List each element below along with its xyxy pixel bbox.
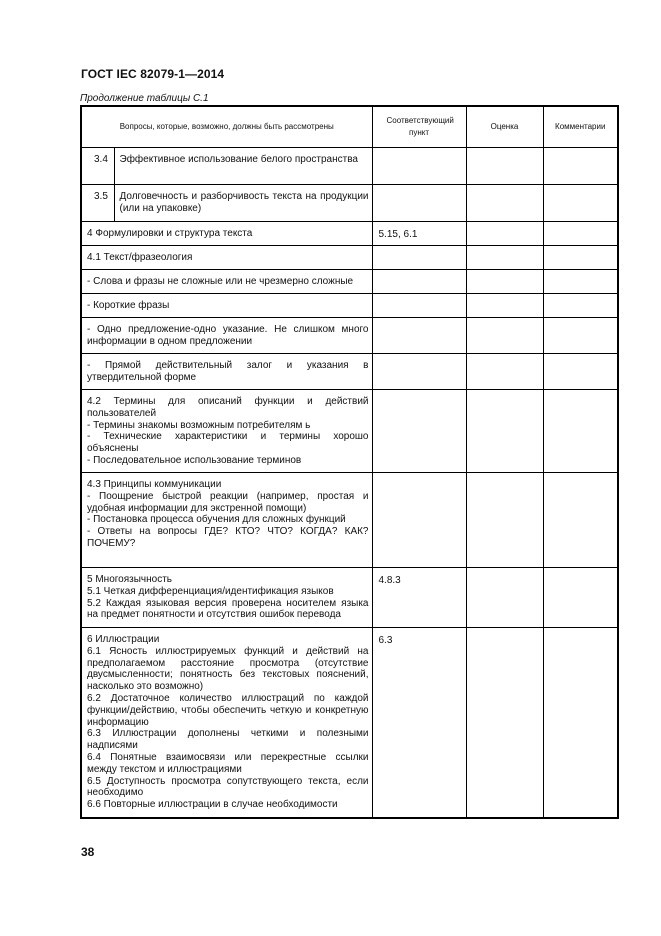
- clause-cell: [372, 473, 466, 568]
- question-line: - Ответы на вопросы ГДЕ? КТО? ЧТО? КОГДА? КАК? ПОЧЕМУ?: [87, 526, 369, 549]
- comments-cell: [543, 628, 618, 818]
- comments-cell: [543, 270, 618, 294]
- checklist-table: [80, 105, 619, 819]
- question-line: 6.5 Доступность просмотра сопутствующего текста, если необходимо: [87, 775, 369, 799]
- comments-cell: [543, 246, 618, 270]
- table-row: [81, 222, 618, 246]
- table-row: [81, 148, 618, 185]
- assessment-cell: [466, 473, 543, 568]
- column-header-clause: Соответствующий пункт: [372, 106, 466, 148]
- question-text: Долговечность и разборчивость текста на продукции (или на упаковке): [119, 191, 369, 214]
- column-header-questions: Вопросы, которые, возможно, должны быть рассмотрены: [81, 106, 372, 148]
- comments-cell: [543, 390, 618, 473]
- comments-cell: [543, 318, 618, 354]
- question-text: [81, 628, 372, 818]
- clause-cell: 5.15, 6.1: [372, 222, 466, 246]
- question-line: 5 Многоязычность: [87, 574, 173, 585]
- question-text: 4.1 Текст/фразеология: [81, 246, 372, 270]
- clause-cell: [372, 270, 466, 294]
- question-line: 4.2 Термины для описаний функции и действий пользователей: [87, 396, 369, 419]
- question-line: 5.1 Четкая дифференциация/идентификация языков: [87, 585, 334, 597]
- table-row: [81, 246, 618, 270]
- question-text: [81, 473, 372, 568]
- assessment-cell: [466, 222, 543, 246]
- clause-cell: [372, 148, 466, 185]
- assessment-cell: [466, 628, 543, 818]
- question-text: - Одно предложение-одно указание. Не слишком много информации в одном предложении: [81, 318, 372, 354]
- table-row: [81, 473, 618, 568]
- clause-cell: [372, 318, 466, 354]
- assessment-cell: [466, 246, 543, 270]
- question-line: - Поощрение быстрой реакции (например, простая и удобная информации для экстренной помощи): [87, 490, 369, 514]
- assessment-cell: [466, 318, 543, 354]
- question-line: - Технические характеристики и термины хорошо объяснены: [87, 431, 369, 455]
- comments-cell: [543, 568, 618, 628]
- comments-cell: [543, 148, 618, 185]
- question-text: - Короткие фразы: [81, 294, 372, 318]
- clause-cell: 6.3: [372, 628, 466, 818]
- question-text: [81, 568, 372, 628]
- table-row: [81, 390, 618, 473]
- comments-cell: [543, 473, 618, 568]
- question-line: 6.4 Понятные взаимосвязи или перекрестные ссылки между текстом и иллюстрациями: [87, 751, 369, 775]
- question-line: 4.3 Принципы коммуникации: [87, 479, 222, 490]
- question-cell: [81, 185, 372, 222]
- item-number: 3.4: [82, 148, 114, 184]
- question-line: 6.3 Иллюстрации дополнены четкими и полезными надписями: [87, 728, 369, 752]
- comments-cell: [543, 354, 618, 390]
- question-cell: [81, 148, 372, 185]
- question-text: - Слова и фразы не сложные или не чрезмерно сложные: [81, 270, 372, 294]
- clause-cell: [372, 354, 466, 390]
- clause-cell: [372, 185, 466, 222]
- table-row: [81, 568, 618, 628]
- question-line: 6.1 Ясность иллюстрируемых функций и действий на предполагаемом расстояние просмотра (отсутствие двусмысленности; понятность без текстовых пояснений, насколько это возможно): [87, 645, 369, 693]
- assessment-cell: [466, 354, 543, 390]
- table-row: [81, 318, 618, 354]
- table-row: [81, 270, 618, 294]
- table-caption: Продолжение таблицы С.1: [80, 93, 209, 104]
- assessment-cell: [466, 270, 543, 294]
- comments-cell: [543, 294, 618, 318]
- question-text: - Прямой действительный залог и указания в утвердительной форме: [81, 354, 372, 390]
- clause-cell: [372, 294, 466, 318]
- table-row: [81, 628, 618, 818]
- question-text: 4 Формулировки и структура текста: [81, 222, 372, 246]
- table-header-row: [81, 106, 618, 148]
- comments-cell: [543, 222, 618, 246]
- column-header-comments: Комментарии: [543, 106, 618, 148]
- clause-cell: [372, 246, 466, 270]
- item-number: 3.5: [82, 185, 114, 221]
- question-line: 6.2 Достаточное количество иллюстраций по каждой функции/действию, чтобы обеспечить четкую и конкретную информацию: [87, 692, 369, 728]
- table-row: [81, 185, 618, 222]
- table-row: [81, 294, 618, 318]
- question-text: Эффективное использование белого пространства: [119, 154, 358, 165]
- assessment-cell: [466, 148, 543, 185]
- comments-cell: [543, 185, 618, 222]
- question-line: - Постановка процесса обучения для сложных функций: [87, 514, 346, 526]
- clause-cell: [372, 390, 466, 473]
- page-number: 38: [81, 845, 95, 859]
- assessment-cell: [466, 294, 543, 318]
- assessment-cell: [466, 185, 543, 222]
- table-row: [81, 354, 618, 390]
- column-header-assessment: Оценка: [466, 106, 543, 148]
- question-line: 6.6 Повторные иллюстрации в случае необходимости: [87, 799, 338, 811]
- question-line: - Термины знакомы возможным потребителям ь: [87, 419, 311, 431]
- assessment-cell: [466, 568, 543, 628]
- assessment-cell: [466, 390, 543, 473]
- question-line: 6 Иллюстрации: [87, 634, 160, 645]
- document-standard-header: ГОСТ IEC 82079-1—2014: [81, 67, 225, 81]
- question-text: [81, 390, 372, 473]
- question-line: 5.2 Каждая языковая версия проверена носителем языка на предмет понятности и отсутствия ошибок перевода: [87, 597, 369, 621]
- clause-cell: 4.8.3: [372, 568, 466, 628]
- question-line: - Последовательное использование терминов: [87, 454, 302, 466]
